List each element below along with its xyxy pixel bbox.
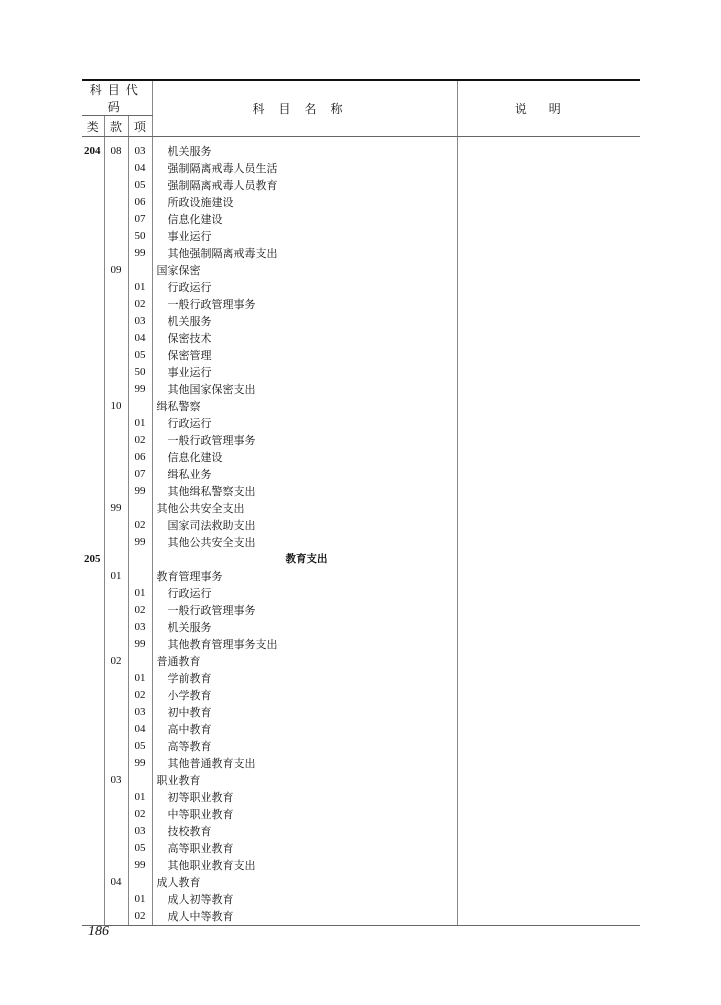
row-note [457,449,640,466]
table-row [82,755,640,772]
row-lei-code [82,874,104,891]
row-subject-name: 一般行政管理事务 [152,432,457,449]
row-note [457,517,640,534]
row-subject-name: 其他国家保密支出 [152,381,457,398]
row-kuan-code [104,177,128,194]
row-lei-code [82,381,104,398]
row-subject-name: 保密管理 [152,347,457,364]
table-row [82,619,640,636]
table-row [82,483,640,500]
row-xiang-code [128,551,152,568]
row-xiang-code: 02 [128,687,152,704]
row-note [457,789,640,806]
table-row [82,840,640,857]
row-kuan-code [104,534,128,551]
row-subject-name: 国家司法救助支出 [152,517,457,534]
table-row [82,789,640,806]
table-row [82,857,640,874]
row-note [457,874,640,891]
row-subject-name: 机关服务 [152,137,457,161]
row-kuan-code: 09 [104,262,128,279]
row-xiang-code: 04 [128,160,152,177]
table-row [82,670,640,687]
row-note [457,772,640,789]
row-xiang-code: 02 [128,806,152,823]
row-kuan-code [104,381,128,398]
row-lei-code [82,228,104,245]
row-xiang-code [128,398,152,415]
row-lei-code [82,347,104,364]
row-xiang-code: 99 [128,245,152,262]
row-kuan-code [104,415,128,432]
row-note [457,194,640,211]
row-xiang-code: 04 [128,330,152,347]
row-note [457,228,640,245]
budget-subject-table [82,79,640,926]
row-subject-name: 缉私警察 [152,398,457,415]
row-subject-name: 行政运行 [152,585,457,602]
row-xiang-code: 99 [128,636,152,653]
row-note [457,279,640,296]
table-row [82,449,640,466]
row-xiang-code: 50 [128,228,152,245]
row-note [457,466,640,483]
row-subject-name: 高中教育 [152,721,457,738]
table-row [82,806,640,823]
row-note [457,636,640,653]
table-row [82,347,640,364]
row-lei-code [82,279,104,296]
row-kuan-code [104,789,128,806]
row-xiang-code: 02 [128,602,152,619]
row-lei-code [82,449,104,466]
row-note [457,755,640,772]
table-row [82,415,640,432]
row-subject-name: 缉私业务 [152,466,457,483]
row-lei-code [82,398,104,415]
row-lei-code [82,857,104,874]
row-subject-name: 其他公共安全支出 [152,534,457,551]
row-xiang-code: 01 [128,891,152,908]
row-lei-code [82,313,104,330]
row-lei-code [82,772,104,789]
row-note [457,908,640,926]
table-row [82,823,640,840]
row-lei-code [82,636,104,653]
row-subject-name: 初等职业教育 [152,789,457,806]
row-subject-name: 事业运行 [152,364,457,381]
row-subject-name: 一般行政管理事务 [152,296,457,313]
header-note: 说明 [457,80,640,137]
row-subject-name: 国家保密 [152,262,457,279]
row-subject-name: 其他职业教育支出 [152,857,457,874]
row-note [457,704,640,721]
row-xiang-code: 01 [128,279,152,296]
row-xiang-code: 07 [128,466,152,483]
row-lei-code [82,483,104,500]
row-note [457,347,640,364]
row-xiang-code: 03 [128,619,152,636]
row-lei-code [82,466,104,483]
row-lei-code [82,194,104,211]
row-lei-code [82,891,104,908]
row-xiang-code [128,500,152,517]
row-kuan-code [104,704,128,721]
row-note [457,245,640,262]
row-kuan-code [104,245,128,262]
row-lei-code [82,619,104,636]
row-kuan-code [104,738,128,755]
row-note [457,738,640,755]
row-xiang-code: 04 [128,721,152,738]
row-kuan-code [104,330,128,347]
row-lei-code [82,568,104,585]
row-lei-code [82,908,104,926]
table-row [82,636,640,653]
table-row [82,137,640,161]
row-lei-code [82,670,104,687]
row-kuan-code: 01 [104,568,128,585]
row-kuan-code: 03 [104,772,128,789]
row-kuan-code [104,908,128,926]
row-note [457,313,640,330]
row-note [457,585,640,602]
row-lei-code [82,330,104,347]
header-code-group: 科目代码 [82,80,152,116]
table-row [82,500,640,517]
row-subject-name: 行政运行 [152,415,457,432]
row-note [457,568,640,585]
row-lei-code [82,789,104,806]
row-lei-code [82,823,104,840]
row-kuan-code [104,211,128,228]
row-xiang-code: 03 [128,704,152,721]
row-xiang-code [128,874,152,891]
table-row [82,177,640,194]
row-lei-code: 204 [82,137,104,161]
table-row [82,296,640,313]
row-note [457,670,640,687]
row-subject-name: 一般行政管理事务 [152,602,457,619]
row-xiang-code: 05 [128,177,152,194]
table-row [82,738,640,755]
row-lei-code [82,534,104,551]
row-lei-code [82,704,104,721]
row-xiang-code [128,568,152,585]
row-note [457,840,640,857]
table-row [82,398,640,415]
table-body [82,137,640,926]
row-subject-name: 职业教育 [152,772,457,789]
row-note [457,432,640,449]
row-kuan-code [104,364,128,381]
row-xiang-code: 99 [128,483,152,500]
row-xiang-code: 99 [128,534,152,551]
row-xiang-code: 02 [128,296,152,313]
row-kuan-code [104,755,128,772]
table-row [82,891,640,908]
row-lei-code [82,517,104,534]
row-kuan-code: 08 [104,137,128,161]
row-lei-code [82,755,104,772]
row-subject-name: 学前教育 [152,670,457,687]
row-xiang-code: 05 [128,840,152,857]
row-xiang-code: 06 [128,194,152,211]
row-note [457,398,640,415]
row-xiang-code: 05 [128,347,152,364]
header-xiang: 项 [128,116,152,137]
row-lei-code [82,432,104,449]
row-note [457,619,640,636]
row-subject-name: 所政设施建设 [152,194,457,211]
row-xiang-code: 03 [128,313,152,330]
table-row [82,364,640,381]
row-lei-code [82,721,104,738]
row-lei-code [82,602,104,619]
row-xiang-code [128,653,152,670]
row-kuan-code [104,823,128,840]
row-kuan-code [104,194,128,211]
header-lei: 类 [82,116,104,137]
row-note [457,137,640,161]
row-xiang-code: 06 [128,449,152,466]
row-subject-name: 其他公共安全支出 [152,500,457,517]
row-xiang-code: 01 [128,415,152,432]
row-note [457,806,640,823]
table-row [82,330,640,347]
row-lei-code: 205 [82,551,104,568]
row-subject-name: 教育管理事务 [152,568,457,585]
row-note [457,721,640,738]
table-row [82,262,640,279]
row-kuan-code [104,279,128,296]
table-row [82,466,640,483]
row-xiang-code: 03 [128,137,152,161]
row-kuan-code [104,347,128,364]
header-kuan: 款 [104,116,128,137]
row-note [457,160,640,177]
row-lei-code [82,840,104,857]
row-xiang-code: 01 [128,585,152,602]
table-row [82,432,640,449]
table-row [82,517,640,534]
row-xiang-code: 99 [128,381,152,398]
table-row [82,568,640,585]
row-lei-code [82,653,104,670]
table-row [82,874,640,891]
row-xiang-code: 99 [128,857,152,874]
table-row [82,704,640,721]
row-subject-name: 其他缉私警察支出 [152,483,457,500]
row-kuan-code [104,585,128,602]
row-xiang-code: 02 [128,432,152,449]
row-kuan-code [104,466,128,483]
row-subject-name: 高等教育 [152,738,457,755]
row-kuan-code [104,670,128,687]
row-kuan-code [104,721,128,738]
row-subject-name: 强制隔离戒毒人员生活 [152,160,457,177]
table-row [82,228,640,245]
row-note [457,296,640,313]
row-lei-code [82,245,104,262]
row-kuan-code [104,449,128,466]
row-lei-code [82,211,104,228]
row-note [457,653,640,670]
row-xiang-code: 02 [128,517,152,534]
row-lei-code [82,738,104,755]
row-subject-name: 初中教育 [152,704,457,721]
row-kuan-code [104,296,128,313]
row-subject-name: 其他教育管理事务支出 [152,636,457,653]
row-lei-code [82,177,104,194]
row-kuan-code [104,432,128,449]
row-note [457,330,640,347]
row-note [457,211,640,228]
table-row [82,721,640,738]
row-subject-name: 行政运行 [152,279,457,296]
row-note [457,177,640,194]
row-note [457,364,640,381]
row-subject-name: 技校教育 [152,823,457,840]
row-note [457,500,640,517]
table-row [82,194,640,211]
row-note [457,687,640,704]
row-note [457,262,640,279]
row-lei-code [82,500,104,517]
row-subject-name: 保密技术 [152,330,457,347]
table-row [82,772,640,789]
row-subject-name: 其他强制隔离戒毒支出 [152,245,457,262]
row-note [457,381,640,398]
row-subject-name: 小学教育 [152,687,457,704]
row-kuan-code [104,619,128,636]
row-note [457,602,640,619]
row-subject-name: 信息化建设 [152,211,457,228]
row-xiang-code: 01 [128,789,152,806]
row-xiang-code: 99 [128,755,152,772]
row-subject-name: 普通教育 [152,653,457,670]
row-lei-code [82,262,104,279]
table-row [82,687,640,704]
row-subject-name: 中等职业教育 [152,806,457,823]
row-subject-name: 机关服务 [152,313,457,330]
row-subject-name: 其他普通教育支出 [152,755,457,772]
row-kuan-code [104,160,128,177]
row-subject-name: 成人初等教育 [152,891,457,908]
row-note [457,857,640,874]
row-kuan-code [104,687,128,704]
row-xiang-code: 02 [128,908,152,926]
row-kuan-code [104,636,128,653]
row-subject-name: 高等职业教育 [152,840,457,857]
table-row [82,313,640,330]
row-lei-code [82,160,104,177]
row-kuan-code: 04 [104,874,128,891]
table-row [82,908,640,926]
row-lei-code [82,585,104,602]
row-subject-name: 教育支出 [152,551,457,568]
row-kuan-code: 99 [104,500,128,517]
row-kuan-code [104,313,128,330]
row-subject-name: 强制隔离戒毒人员教育 [152,177,457,194]
row-xiang-code: 05 [128,738,152,755]
row-kuan-code [104,602,128,619]
table-row [82,534,640,551]
table-row [82,551,640,568]
row-kuan-code [104,483,128,500]
row-subject-name: 机关服务 [152,619,457,636]
table-row [82,602,640,619]
row-note [457,483,640,500]
row-note [457,415,640,432]
row-kuan-code [104,228,128,245]
row-subject-name: 信息化建设 [152,449,457,466]
row-note [457,534,640,551]
row-subject-name: 成人教育 [152,874,457,891]
page-number: 186 [88,924,109,939]
row-note [457,551,640,568]
table-row [82,279,640,296]
row-xiang-code: 07 [128,211,152,228]
row-xiang-code: 50 [128,364,152,381]
row-lei-code [82,806,104,823]
table-row [82,381,640,398]
table-row [82,585,640,602]
row-subject-name: 成人中等教育 [152,908,457,926]
header-subject-name: 科目名称 [152,80,457,137]
row-kuan-code: 10 [104,398,128,415]
row-xiang-code: 01 [128,670,152,687]
table-row [82,211,640,228]
row-kuan-code [104,857,128,874]
row-lei-code [82,364,104,381]
row-kuan-code [104,806,128,823]
row-lei-code [82,415,104,432]
row-kuan-code [104,517,128,534]
row-subject-name: 事业运行 [152,228,457,245]
row-lei-code [82,687,104,704]
row-xiang-code [128,772,152,789]
row-kuan-code [104,891,128,908]
row-kuan-code: 02 [104,653,128,670]
row-kuan-code [104,840,128,857]
row-xiang-code [128,262,152,279]
row-lei-code [82,296,104,313]
row-xiang-code: 03 [128,823,152,840]
table-row [82,160,640,177]
row-note [457,823,640,840]
table-row [82,245,640,262]
table-row [82,653,640,670]
row-kuan-code [104,551,128,568]
row-note [457,891,640,908]
